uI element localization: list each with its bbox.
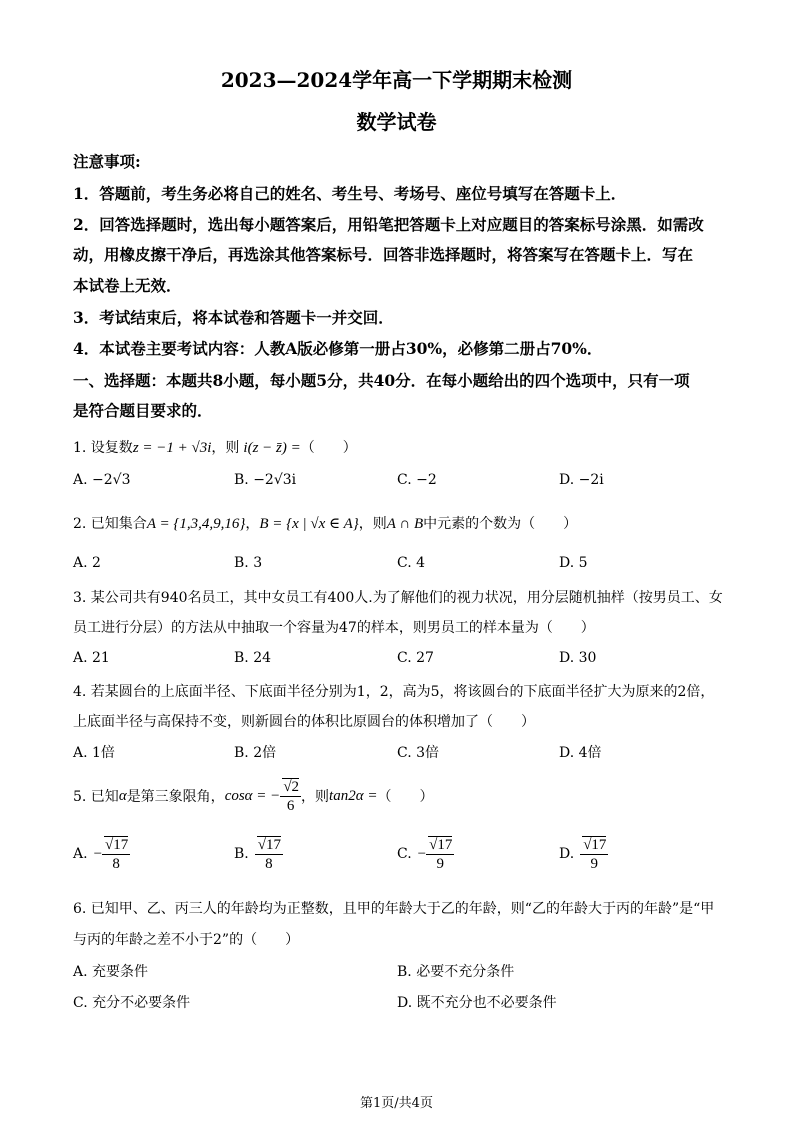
- q1-mid: ，则: [211, 440, 240, 456]
- q2-intersection: A ∩ B: [386, 516, 424, 532]
- q1-prefix: 1. 设复数: [73, 440, 133, 456]
- q5-option-c: [397, 834, 454, 874]
- note-3: 3．考试结束后，将本试卷和答题卡一并交回．: [73, 308, 394, 327]
- q3-option-b: B. 24: [234, 650, 272, 666]
- q5-option-d-numerator: √17: [583, 836, 607, 853]
- q2-prefix: 2. 已知集合: [73, 516, 147, 532]
- q4-line-2: 上底面半径与高保持不变，则新圆台的体积比原圆台的体积增加了（ ）: [73, 714, 535, 730]
- q1-option-b: B. −2√3i: [234, 472, 297, 488]
- q1-expr2: i(z − z̄) =: [243, 440, 301, 456]
- q5-option-a: [73, 834, 130, 874]
- q5-option-b-denominator: 8: [265, 855, 273, 872]
- q6-option-a: A. 充要条件: [73, 964, 149, 980]
- q5-option-c-fraction: [426, 836, 454, 873]
- q5-option-d-fraction: [580, 836, 608, 873]
- q5-option-b-numerator: √17: [257, 836, 281, 853]
- q5-alpha: α: [118, 787, 127, 804]
- q5-option-b: [234, 834, 283, 874]
- q2-option-c: C. 4: [397, 555, 426, 571]
- q3-option-c: C. 27: [397, 650, 434, 666]
- section-1-line-1: 一、选择题：本题共8小题，每小题5分，共40分．在每小题给出的四个选项中，只有一项: [73, 371, 690, 390]
- q5-option-c-sign: −: [417, 845, 427, 862]
- exam-title: 2023—2024学年高一下学期期末检测: [220, 68, 573, 92]
- q2-set-b: B = {x | √x ∈ A}: [259, 516, 359, 532]
- q5-cos-fraction: [280, 778, 301, 815]
- question-2: 2. 已知集合A = {1,3,4,9,16}，B = {x | √x ∈ A}，则A ∩ B中元素的个数为（ ）: [73, 516, 578, 532]
- note-1: 1．答题前，考生务必将自己的姓名、考生号、考场号、座位号填写在答题卡上．: [73, 184, 627, 203]
- q5-cos-denominator: 6: [286, 797, 295, 814]
- q4-option-c: C. 3倍: [397, 745, 440, 761]
- q4-line-1: 4. 若某圆台的上底面半径、下底面半径分别为1，2，高为5，将该圆台的下底面半径扩大为原来的2倍，: [73, 684, 715, 700]
- q2-mid: ，则: [358, 516, 387, 532]
- q4-option-a: A. 1倍: [73, 745, 115, 761]
- q5-option-c-numerator: √17: [429, 836, 453, 853]
- page-number: 第1页/共4页: [360, 1096, 433, 1111]
- note-4: 4．本试卷主要考试内容：人教A版必修第一册占30%，必修第二册占70%．: [73, 339, 603, 358]
- q6-option-b: B. 必要不充分条件: [397, 964, 515, 980]
- q1-suffix: （ ）: [300, 440, 357, 456]
- q1-option-d: D. −2i: [559, 472, 604, 488]
- q5-cos-lhs: cosα = −: [224, 787, 281, 804]
- q5-suffix: （ ）: [377, 789, 434, 805]
- q2-option-a: A. 2: [73, 555, 101, 571]
- note-2-line-3: 本试卷上无效．: [73, 276, 182, 295]
- q5-option-a-fraction: [102, 836, 130, 873]
- q5-option-a-sign: −: [93, 845, 103, 862]
- q1-option-c: C. −2: [397, 472, 437, 488]
- note-2-line-1: 2．回答选择题时，选出每小题答案后，用铅笔把答题卡上对应题目的答案标号涂黑．如需改: [73, 215, 704, 234]
- notes-heading: 注意事项:: [73, 152, 141, 171]
- exam-subtitle: 数学试卷: [356, 110, 437, 134]
- q5-option-d: [559, 834, 608, 874]
- q2-suffix: 中元素的个数为（ ）: [423, 516, 578, 532]
- q5-option-a-denominator: 8: [112, 855, 120, 872]
- q2-option-d: D. 5: [559, 555, 588, 571]
- q6-option-d: D. 既不充分也不必要条件: [397, 995, 557, 1011]
- q5-tan: tan2α =: [329, 787, 378, 804]
- question-5: [73, 776, 433, 816]
- q3-line-2: 员工进行分层）的方法从中抽取一个容量为47的样本，则男员工的样本量为（ ）: [73, 620, 595, 636]
- section-1-line-2: 是符合题目要求的．: [73, 401, 213, 420]
- q5-mid1: 是第三象限角，: [126, 789, 225, 805]
- q6-option-c: C. 充分不必要条件: [73, 995, 191, 1011]
- q1-option-a: A. −2√3: [73, 472, 131, 488]
- q1-expr: z = −1 + √3i: [132, 440, 212, 456]
- q2-option-b: B. 3: [234, 555, 263, 571]
- q4-option-b: B. 2倍: [234, 745, 277, 761]
- q3-line-1: 3. 某公司共有940名员工，其中女员工有400人.为了解他们的视力状况，用分层随机抽样（按男员工、女: [73, 590, 723, 606]
- q5-option-d-label: D.: [559, 846, 575, 862]
- q5-mid2: ，则: [301, 789, 330, 805]
- q5-option-b-fraction: [255, 836, 283, 873]
- q5-cos-numerator: √2: [283, 778, 300, 795]
- q5-option-c-label: C.: [397, 846, 412, 862]
- q5-option-d-denominator: 9: [590, 855, 599, 872]
- note-2-line-2: 动，用橡皮擦干净后，再选涂其他答案标号．回答非选择题时，将答案写在答题卡上．写在: [73, 245, 694, 264]
- q6-line-1: 6. 已知甲、乙、丙三人的年龄均为正整数，且甲的年龄大于乙的年龄，则“乙的年龄大于丙的年龄”是“甲: [73, 901, 715, 917]
- q3-option-a: A. 21: [73, 650, 110, 666]
- q5-option-a-label: A.: [73, 846, 88, 862]
- q5-option-b-label: B.: [234, 846, 249, 862]
- q5-prefix: 5. 已知: [73, 789, 119, 805]
- q5-option-c-denominator: 9: [436, 855, 444, 872]
- q5-option-a-numerator: √17: [105, 836, 129, 853]
- q6-line-2: 与丙的年龄之差不小于2”的（ ）: [73, 932, 300, 948]
- q4-option-d: D. 4倍: [559, 745, 602, 761]
- q3-option-d: D. 30: [559, 650, 597, 666]
- question-1: [73, 437, 357, 457]
- q2-set-a: A = {1,3,4,9,16}: [146, 516, 246, 532]
